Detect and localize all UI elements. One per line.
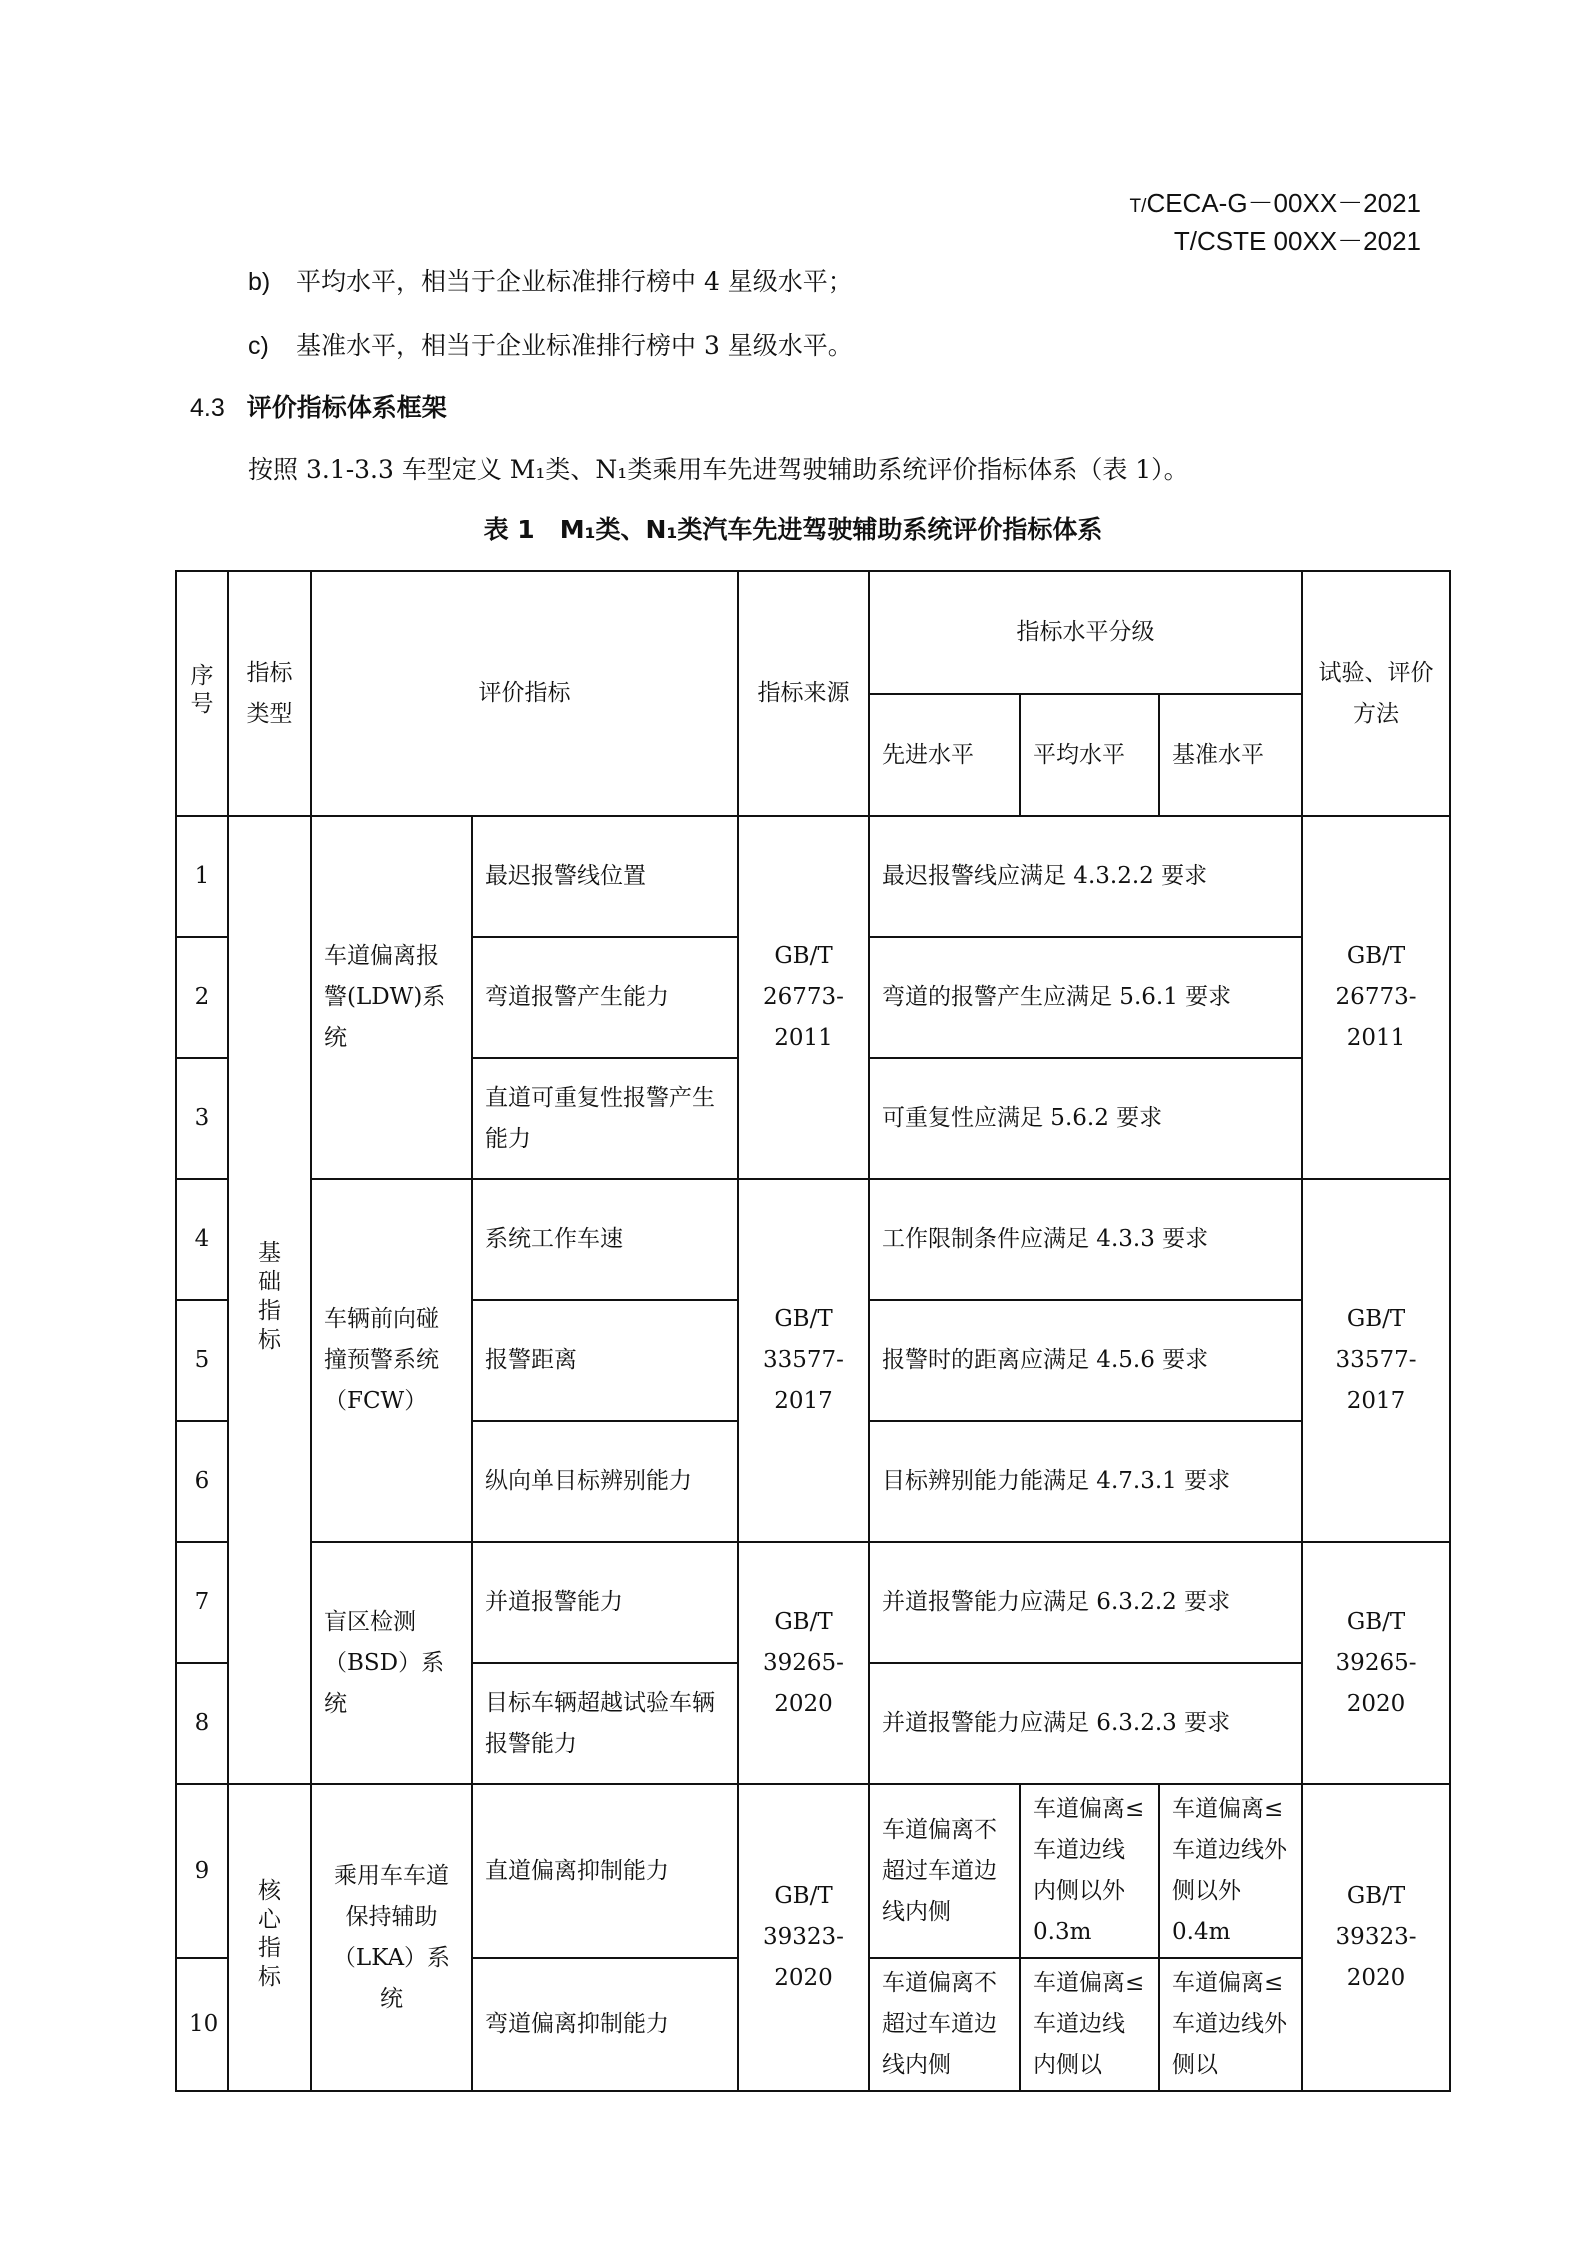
list-item-c: c) 基准水平，相当于企业标准排行榜中 3 星级水平。 xyxy=(248,331,853,360)
standard-code-2: T/CSTE 00XX－2021 xyxy=(1173,226,1421,256)
row-indicator: 并道报警能力 xyxy=(472,1542,738,1663)
system-ldw: 车道偏离报警(LDW)系统 xyxy=(311,816,472,1179)
category-core: 核心指标 xyxy=(228,1784,311,2091)
row-level: 可重复性应满足 5.6.2 要求 xyxy=(869,1058,1302,1179)
source-bsd: GB/T 39265-2020 xyxy=(738,1542,869,1784)
row-indicator: 纵向单目标辨别能力 xyxy=(472,1421,738,1542)
row-indicator: 报警距离 xyxy=(472,1300,738,1421)
row-indicator: 最迟报警线位置 xyxy=(472,816,738,937)
section-heading: 4.3 评价指标体系框架 xyxy=(190,393,447,422)
method-ldw: GB/T 26773-2011 xyxy=(1302,816,1450,1179)
source-lka: GB/T 39323-2020 xyxy=(738,1784,869,2091)
row-baseline: 车道偏离≤车道边线外侧以 xyxy=(1159,1958,1302,2091)
row-indicator: 直道偏离抑制能力 xyxy=(472,1784,738,1958)
indicator-table xyxy=(175,570,1451,2092)
row-level: 目标辨别能力能满足 4.7.3.1 要求 xyxy=(869,1421,1302,1542)
header-type: 指标类型 xyxy=(228,571,311,816)
table-row xyxy=(176,816,1450,937)
row-level: 报警时的距离应满足 4.5.6 要求 xyxy=(869,1300,1302,1421)
row-indicator: 弯道偏离抑制能力 xyxy=(472,1958,738,2091)
header-average: 平均水平 xyxy=(1020,694,1159,816)
standard-code-1: T/CECA-G－00XX－2021 xyxy=(1129,188,1421,218)
method-bsd: GB/T 39265-2020 xyxy=(1302,1542,1450,1784)
row-seq: 8 xyxy=(176,1663,228,1784)
table-row xyxy=(176,1542,1450,1663)
method-lka: GB/T 39323-2020 xyxy=(1302,1784,1450,2091)
row-indicator: 弯道报警产生能力 xyxy=(472,937,738,1058)
header-seq: 序号 xyxy=(176,571,228,816)
row-level: 工作限制条件应满足 4.3.3 要求 xyxy=(869,1179,1302,1300)
category-basic: 基础指标 xyxy=(228,816,311,1784)
source-fcw: GB/T 33577-2017 xyxy=(738,1179,869,1542)
row-seq: 10 xyxy=(176,1958,228,2091)
header-grading: 指标水平分级 xyxy=(869,571,1302,694)
row-average: 车道偏离≤车道边线内侧以外 0.3m xyxy=(1020,1784,1159,1958)
row-level: 并道报警能力应满足 6.3.2.3 要求 xyxy=(869,1663,1302,1784)
intro-paragraph: 按照 3.1-3.3 车型定义 M₁类、N₁类乘用车先进驾驶辅助系统评价指标体系（表 1）。 xyxy=(248,455,1189,484)
row-advanced: 车道偏离不超过车道边线内侧 xyxy=(869,1958,1020,2091)
row-seq: 7 xyxy=(176,1542,228,1663)
document-header xyxy=(1130,186,1421,259)
row-seq: 3 xyxy=(176,1058,228,1179)
list-item-b: b) 平均水平，相当于企业标准排行榜中 4 星级水平； xyxy=(248,267,853,296)
system-fcw: 车辆前向碰撞预警系统（FCW） xyxy=(311,1179,472,1542)
header-advanced: 先进水平 xyxy=(869,694,1020,816)
table-header-row xyxy=(176,571,1450,694)
row-baseline: 车道偏离≤车道边线外侧以外 0.4m xyxy=(1159,1784,1302,1958)
header-method: 试验、评价方法 xyxy=(1302,571,1450,816)
row-indicator: 目标车辆超越试验车辆报警能力 xyxy=(472,1663,738,1784)
row-seq: 2 xyxy=(176,937,228,1058)
system-lka: 乘用车车道保持辅助（LKA）系统 xyxy=(311,1784,472,2091)
method-fcw: GB/T 33577-2017 xyxy=(1302,1179,1450,1542)
row-average: 车道偏离≤车道边线内侧以 xyxy=(1020,1958,1159,2091)
row-indicator: 系统工作车速 xyxy=(472,1179,738,1300)
row-seq: 1 xyxy=(176,816,228,937)
system-bsd: 盲区检测（BSD）系统 xyxy=(311,1542,472,1784)
row-indicator: 直道可重复性报警产生能力 xyxy=(472,1058,738,1179)
table-row xyxy=(176,1179,1450,1300)
header-source: 指标来源 xyxy=(738,571,869,816)
row-seq: 4 xyxy=(176,1179,228,1300)
row-seq: 6 xyxy=(176,1421,228,1542)
source-ldw: GB/T 26773-2011 xyxy=(738,816,869,1179)
table-caption: 表 1 M₁类、N₁类汽车先进驾驶辅助系统评价指标体系 xyxy=(483,515,1103,544)
row-level: 并道报警能力应满足 6.3.2.2 要求 xyxy=(869,1542,1302,1663)
row-level: 弯道的报警产生应满足 5.6.1 要求 xyxy=(869,937,1302,1058)
header-indicator: 评价指标 xyxy=(311,571,738,816)
row-advanced: 车道偏离不超过车道边线内侧 xyxy=(869,1784,1020,1958)
row-seq: 9 xyxy=(176,1784,228,1958)
table-row xyxy=(176,1784,1450,1958)
row-seq: 5 xyxy=(176,1300,228,1421)
row-level: 最迟报警线应满足 4.3.2.2 要求 xyxy=(869,816,1302,937)
header-baseline: 基准水平 xyxy=(1159,694,1302,816)
